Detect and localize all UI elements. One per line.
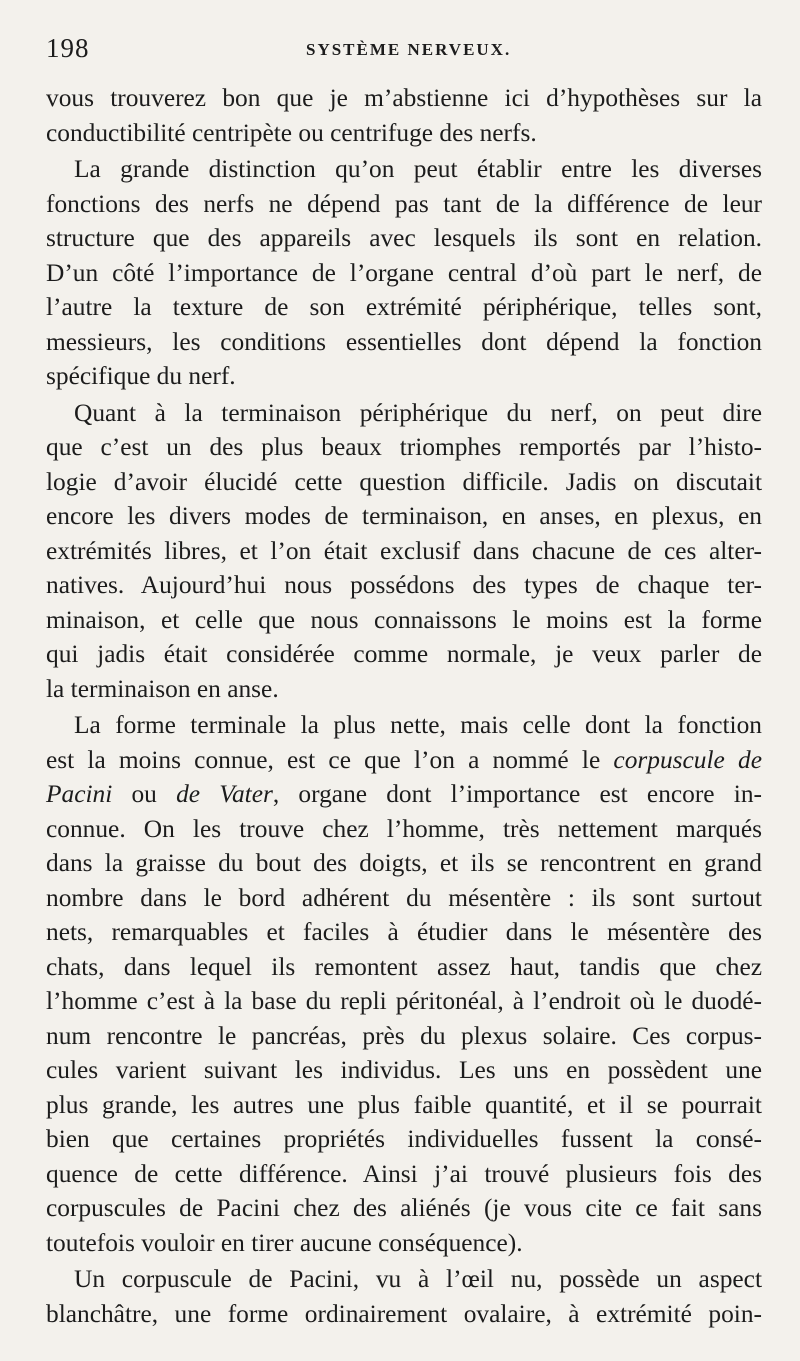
paragraph-3	[46, 396, 762, 707]
text-line-mixed	[46, 743, 762, 778]
text-line: logie d’avoir élucidé cette question difficile. Jadis on discutait	[46, 467, 762, 496]
running-head	[46, 33, 762, 69]
text-line: plus grande, les autres une plus faible quantité, et il se pourrait	[46, 1090, 762, 1119]
text-line: la terminaison en anse.	[46, 674, 279, 703]
paragraph-2	[46, 152, 762, 394]
text-line: messieurs, les conditions essentielles dont dépend la fonction	[46, 327, 762, 356]
text-line: La forme terminale la plus nette, mais celle dont la fonction	[74, 711, 762, 739]
text-line: connue. On les trouve chez l’homme, très nettement marqués	[46, 814, 762, 843]
text-line: toutefois vouloir en tirer aucune conséquence).	[46, 1228, 523, 1257]
text-line: conductibilité centripète ou centrifuge des nerfs.	[46, 118, 537, 147]
text-line: Un corpuscule de Pacini, vu à l’œil nu, possède un aspect	[74, 1265, 762, 1293]
text-line: structure que des appareils avec lesquels ils sont en relation.	[46, 224, 762, 252]
text-line: nets, remarquables et faciles à étudier dans le mésentère des	[46, 918, 762, 946]
body-text	[46, 81, 762, 1333]
italic-term: Pacini	[46, 780, 113, 808]
text-line: chats, dans lequel ils remontent assez haut, tandis que chez	[46, 952, 762, 981]
text-line: dans la graisse du bout des doigts, et ils se rencontrent en grand	[46, 849, 762, 877]
text-line: bien que certaines propriétés individuelles fussent la consé-	[46, 1125, 762, 1153]
text-line: que c’est un des plus beaux triomphes remportés par l’histo-	[46, 433, 762, 461]
text-line: cules varient suivant les individus. Les uns en possèdent une	[46, 1056, 762, 1084]
paragraph-5	[46, 1262, 762, 1331]
text-line: fonctions des nerfs ne dépend pas tant de la différence de leur	[46, 189, 762, 218]
text-line: quence de cette différence. Ainsi j’ai trouvé plusieurs fois des	[46, 1159, 762, 1188]
text-line: D’un côté l’importance de l’organe central d’où part le nerf, de	[46, 258, 762, 287]
text-line: natives. Aujourd’hui nous possédons des types de chaque ter-	[46, 571, 762, 599]
text-line: l’autre la texture de son extrémité périphérique, telles sont,	[46, 293, 762, 321]
page-number: 198	[46, 33, 90, 63]
text-line: minaison, et celle que nous connaissons le moins est la forme	[46, 605, 762, 634]
text-run: , organe dont l’importance est encore in-	[272, 780, 762, 808]
paragraph-4	[46, 708, 762, 1260]
text-line-mixed	[46, 777, 762, 812]
text-line: nombre dans le bord adhérent du mésentère : ils sont surtout	[46, 883, 762, 912]
text-line: l’homme c’est à la base du repli péritonéal, à l’endroit où le duodé-	[46, 987, 762, 1015]
text-line: Quant à la terminaison périphérique du nerf, on peut dire	[74, 398, 762, 427]
text-line: spécifique du nerf.	[46, 362, 236, 390]
text-line: num rencontre le pancréas, près du plexus solaire. Ces corpus-	[46, 1021, 762, 1050]
text-line: encore les divers modes de terminaison, en anses, en plexus, en	[46, 502, 762, 530]
text-line: vous trouverez bon que je m’abstienne ici d’hypothèses sur la	[46, 84, 762, 112]
italic-term: corpuscule de	[613, 745, 762, 774]
text-run: ou	[112, 780, 177, 808]
text-line: La grande distinction qu’on peut établir entre les diverses	[74, 155, 762, 183]
italic-term: de Vater	[176, 780, 273, 808]
paragraph-1	[46, 81, 762, 150]
text-line: qui jadis était considérée comme normale, je veux parler de	[46, 640, 762, 668]
text-line: corpuscules de Pacini chez des aliénés (je vous cite ce fait sans	[46, 1194, 762, 1222]
text-run: est la moins connue, est ce que l’on a nommé le	[46, 745, 601, 774]
running-title: SYSTÈME NERVEUX.	[306, 40, 512, 59]
text-line: blanchâtre, une forme ordinairement ovalaire, à extrémité poin-	[46, 1299, 762, 1328]
text-line: extrémités libres, et l’on était exclusif dans chacune de ces alter-	[46, 536, 762, 565]
